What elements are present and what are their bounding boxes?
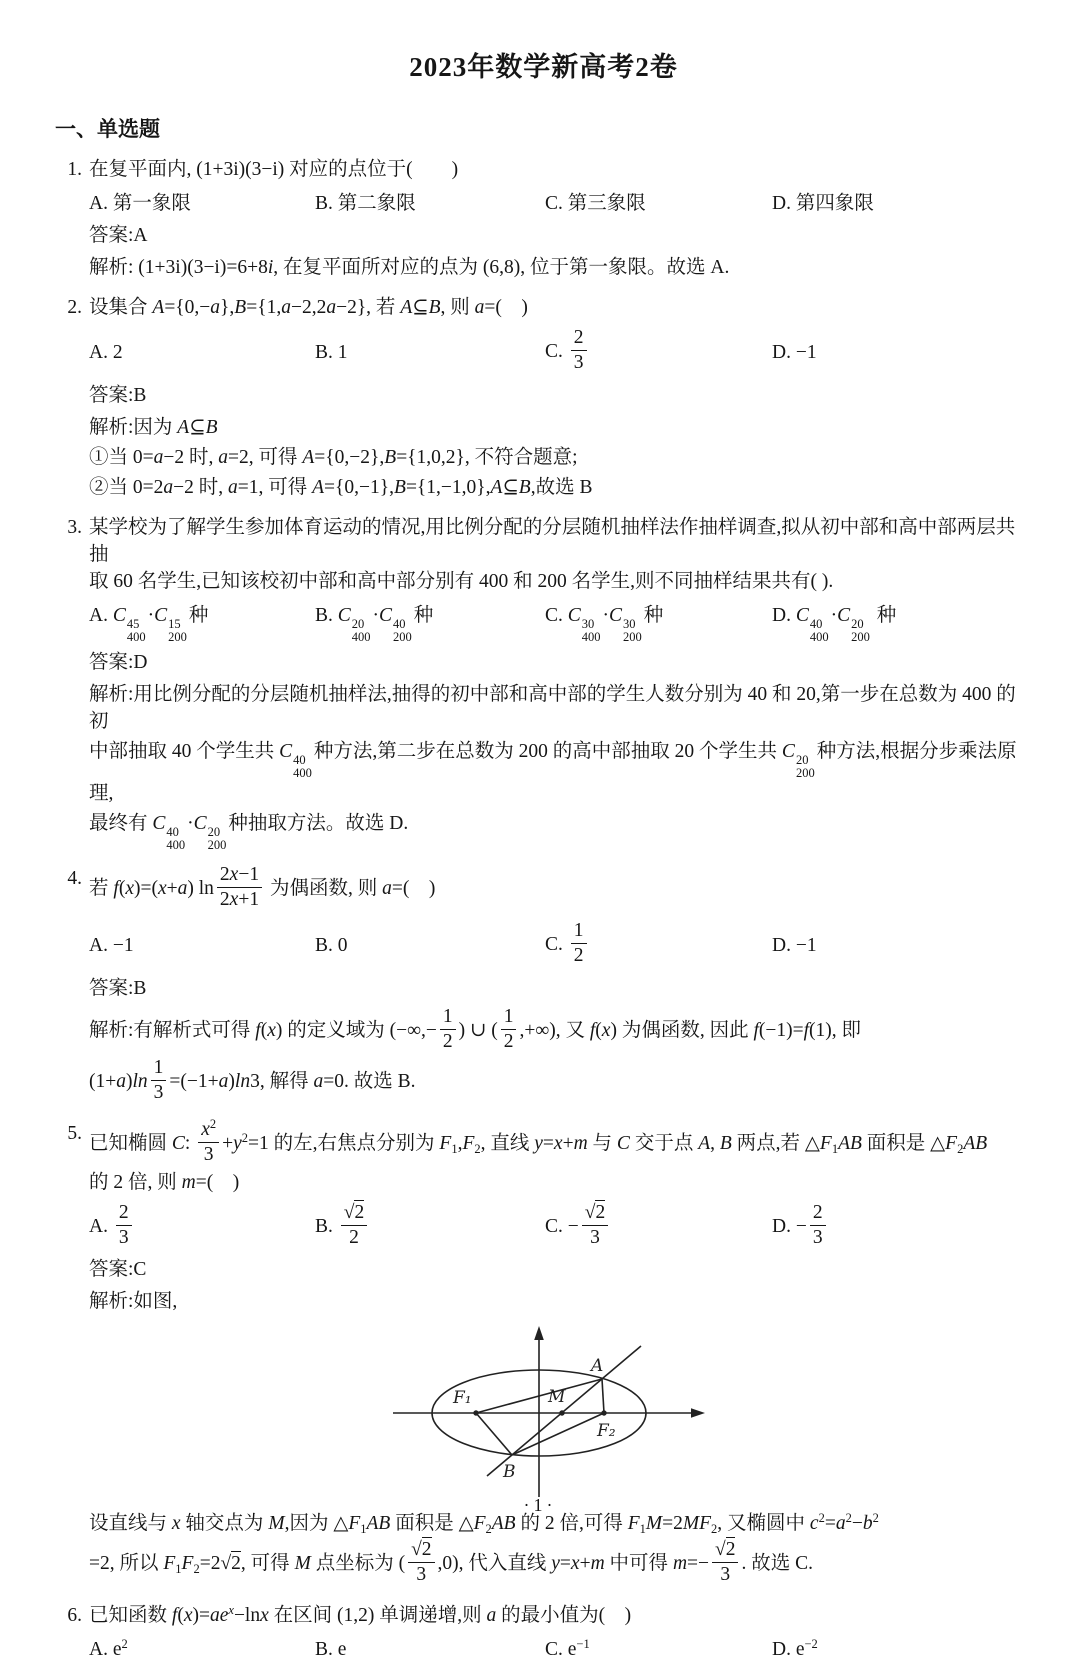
- ellipse-figure: [379, 1321, 709, 1497]
- option-c: C. $\frac{1}{2}$: [545, 921, 772, 970]
- analysis-line: ②当 0=2a−2 时, a=1, 可得 A={0,−1},B={1,−1,0},A⊆B,故选 B: [89, 476, 593, 498]
- option-d: D. C 40 400 ·C 20 200 种: [772, 604, 897, 644]
- analysis-line: 最终有 C 40 400 ·C 20 200 种抽取方法。故选 D.: [89, 813, 409, 853]
- question-6: [55, 1602, 1032, 1663]
- option-b: B. C 20 400 ·C 40 200 种: [315, 604, 434, 644]
- option-c: C. $e^{-1}$: [545, 1637, 590, 1660]
- page-title: 2023年数学新高考2卷: [409, 52, 678, 82]
- option-c: C. 第三象限: [545, 193, 646, 214]
- question-2-stem: 设集合 A={0,−a},B={1,a−2,2a−2}, 若 A⊆B, 则 a=( ): [89, 297, 528, 318]
- y-axis-arrow: [534, 1326, 544, 1340]
- option-c: C. − $\frac{√2}{3}$: [545, 1203, 772, 1252]
- analysis-line: 解析:有解析式可得 f(x) 的定义域为 (−∞,− $\frac{1}{2}$ ) ∪ ( $\frac{1}{2}$ ,+∞), 又 f(x) 为偶函数, 因此 f(−1)=f(1), 即: [89, 1005, 862, 1052]
- label-F1: F₁: [452, 1388, 472, 1409]
- question-2-number: 2.: [67, 297, 82, 318]
- analysis-intro: 解析:如图,: [89, 1291, 178, 1313]
- point-M: [559, 1411, 564, 1416]
- analysis-line: 解析: (1+3i)(3−i)=6+8i, 在复平面所对应的点为 (6,8), 位于第一象限。故选 A.: [89, 257, 730, 278]
- answer-line: 答案:B: [89, 977, 147, 999]
- section-heading: 一、单选题: [55, 117, 160, 141]
- question-1-stem: 在复平面内, (1+3i)(3−i) 对应的点位于( ): [89, 159, 459, 180]
- option-a: A. 第一象限: [89, 193, 191, 214]
- question-4-number: 4.: [67, 868, 82, 890]
- answer-line: 答案:D: [89, 651, 148, 673]
- question-6-options: [89, 1636, 1032, 1663]
- analysis: [89, 414, 1032, 501]
- option-a: A. 2: [89, 341, 123, 363]
- option-a: A. −1: [89, 934, 134, 956]
- analysis: [89, 254, 1032, 281]
- option-c: C. $\frac{2}{3}$: [545, 328, 772, 377]
- label-M: M: [547, 1387, 565, 1408]
- analysis: [89, 1510, 1032, 1589]
- question-1-options: [89, 190, 1032, 217]
- question-5-stem-line-2: 的 2 倍, 则 m=( ): [89, 1171, 240, 1193]
- answer-line: 答案:B: [89, 384, 147, 406]
- option-d: D. − $\frac{2}{3}$: [772, 1203, 1032, 1252]
- chord-line-AB: [487, 1346, 641, 1476]
- question-4-stem: 若 f(x)=(x+a) ln $\frac{2x-1}{2x+1}$ 为偶函数, 则 a=( ): [89, 864, 436, 911]
- question-5-stem-line-1: 已知椭圆 C: $\frac{x^2}{3}$ $+y^2=1$ 的左,右焦点分别为 $F_1,F_2$, 直线 y=x+m 与 C 交于点 A, B 两点,若 $\triangle F_1AB$ 面积是 $\triangle F_2AB$: [89, 1117, 988, 1165]
- option-d: D. −1: [772, 341, 817, 363]
- label-A: A: [590, 1356, 603, 1377]
- question-6-stem: 已知函数 $f(x)=ae^x-\ln x$ 在区间 (1,2) 单调递增,则 a 的最小值为( ): [89, 1603, 632, 1626]
- question-2: [55, 294, 1032, 501]
- option-d: D. 第四象限: [772, 193, 874, 214]
- point-F1: [473, 1411, 478, 1416]
- analysis-line: 解析:用比例分配的分层随机抽样法,抽得的初中部和高中部的学生人数分别为 40 和 20,第一步在总数为 400 的初: [89, 683, 1016, 732]
- option-a: A. $e^2$: [89, 1637, 128, 1660]
- option-b: B. 1: [315, 341, 348, 363]
- question-2-options: [89, 328, 1032, 377]
- option-d: D. $e^{-2}$: [772, 1637, 818, 1660]
- ellipse-figure-wrap: [55, 1321, 1032, 1505]
- analysis-line: 中部抽取 40 个学生共 C 40 400 种方法,第二步在总数为 200 的高中部抽取 20 个学生共 C 20 200 种方法,根据分步乘法原理,: [89, 740, 1017, 805]
- question-4: [55, 865, 1032, 1107]
- analysis-line: =2, 所以 $F_1F_2=2√2$, 可得 M 点坐标为 ( $\frac{√2}{3}$ ,0), 代入直线 y=x+m 中可得 m=− $\frac{√2}{3}$ . 故选 C.: [89, 1539, 813, 1586]
- option-a: A. C 45 400 ·C 15 200 种: [89, 604, 209, 644]
- question-3-stem-line-1: 某学校为了解学生参加体育运动的情况,用比例分配的分层随机抽样法作抽样调查,拟从初中部和高中部两层共抽: [89, 516, 1016, 565]
- page-number: ·1·: [523, 1495, 557, 1515]
- question-3: [55, 514, 1032, 853]
- analysis-line: 设直线与 x 轴交点为 M,因为 $\triangle F_1AB$ 面积是 $\triangle F_2AB$ 的 2 倍,可得 $F_1M=2MF_2$, 又椭圆中 $c^2=a^2-b^2$: [89, 1511, 879, 1537]
- option-a: A. $\frac{2}{3}$: [89, 1203, 315, 1252]
- option-c: C. C 30 400 ·C 30 200 种: [545, 604, 664, 644]
- option-b: B. 0: [315, 934, 348, 956]
- answer-line: 答案:A: [89, 225, 148, 246]
- question-3-stem-line-2: 取 60 名学生,已知该校初中部和高中部分别有 400 和 200 名学生,则不同抽样结果共有( ).: [89, 570, 834, 592]
- analysis-line: 解析:因为 A⊆B: [89, 416, 218, 438]
- option-d: D. −1: [772, 934, 817, 956]
- segment-F2-B: [512, 1413, 604, 1455]
- question-5-number: 5.: [67, 1123, 82, 1145]
- question-5-options: [89, 1203, 1032, 1252]
- question-6-number: 6.: [67, 1605, 82, 1626]
- answer-line: 答案:C: [89, 1259, 147, 1281]
- segment-A-F2: [602, 1379, 604, 1413]
- option-b: B. 第二象限: [315, 193, 416, 214]
- analysis: [89, 1007, 1032, 1107]
- question-1: [55, 156, 1032, 281]
- point-F2: [601, 1411, 606, 1416]
- x-axis-arrow: [691, 1409, 705, 1419]
- question-1-number: 1.: [67, 159, 82, 180]
- label-B: B: [502, 1462, 515, 1483]
- label-F2: F₂: [596, 1421, 616, 1442]
- question-3-number: 3.: [67, 516, 82, 538]
- analysis-line: (1+a)ln $\frac{1}{3}$ =(−1+a)ln3, 解得 a=0. 故选 B.: [89, 1057, 416, 1104]
- analysis: [89, 681, 1032, 853]
- option-b: B. $\frac{√2}{2}$: [315, 1203, 545, 1252]
- option-b: B. e: [315, 1639, 347, 1660]
- question-3-options: [89, 602, 1032, 644]
- analysis-line: ①当 0=a−2 时, a=2, 可得 A={0,−2},B={1,0,2}, 不符合题意;: [89, 446, 578, 468]
- question-4-options: [89, 921, 1032, 970]
